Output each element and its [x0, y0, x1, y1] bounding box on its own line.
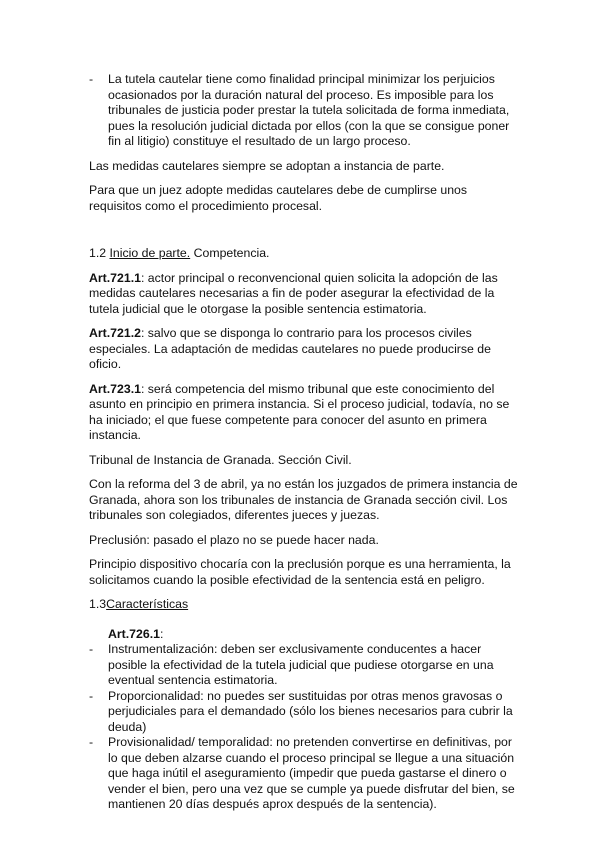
paragraph-tribunal: Tribunal de Instancia de Granada. Sección Civil.	[89, 452, 352, 467]
list-item	[89, 735, 519, 813]
article-723-1	[89, 382, 519, 444]
list-item	[89, 72, 519, 150]
article-label: Art.721.2	[89, 326, 141, 340]
section-heading-1-2	[89, 246, 519, 262]
article-text: : salvo que se disponga lo contrario para los procesos civiles especiales. La adaptación de medidas cautelares no puede producirse de oficio.	[89, 326, 491, 371]
bullet-text: Provisionalidad/ temporalidad: no pretenden convertirse en definitivas, por lo que deben alzarse cuando el proceso principal se llegue a una situación que haga inútil el aseguramiento (impedir que pueda gastarse el dinero o vender el bien, pero una vez que se cumple ya puede disfrutar del bien, se mantienen 20 días después aprox después de la sentencia).	[108, 735, 515, 811]
list-item	[89, 642, 519, 689]
bullet-dash: -	[89, 735, 94, 749]
paragraph-reforma: Con la reforma del 3 de abril, ya no están los juzgados de primera instancia de Granada, ahora son los tribunales de instancia de Granada sección civil. Los tribunales son colegiados, diferentes jueces y juezas.	[89, 477, 518, 522]
article-label: Art.726.1	[108, 626, 160, 641]
article-label: Art.721.1	[89, 270, 141, 285]
bullet-dash: -	[89, 688, 94, 703]
bullet-dash: -	[89, 642, 94, 656]
section-title-underlined: Inicio de parte.	[109, 246, 191, 260]
article-suffix: :	[159, 626, 164, 641]
section-heading-1-3	[89, 597, 519, 613]
bullet-dash: -	[89, 72, 94, 86]
article-726-1	[89, 627, 519, 643]
bullet-text: La tutela cautelar tiene como finalidad principal minimizar los perjuicios ocasionados por la duración natural del proceso. Es imposible para los tribunales de justicia poder prestar la tutela solicitada de forma inmediata, pues la resolución judicial dictada por ellos (con la que se consigue poner fin al litigio) constituye el resultado de un largo proceso.	[108, 72, 510, 148]
article-text: : actor principal o reconvencional quien solicita la adopción de las medidas cautelares necesarias a fin de poder asegurar la efectividad de la tutela judicial que le otorgase la posible sentencia estimatoria.	[89, 270, 498, 316]
bullet-text: Proporcionalidad: no puedes ser sustituidas por otras menos gravosas o perjudiciales para el demandado (sólo los bienes necesarios para cubrir la deuda)	[108, 688, 513, 734]
section-number: 1.3	[89, 597, 107, 611]
paragraph-dispositivo: Principio dispositivo chocaría con la preclusión porque es una herramienta, la solicitamos cuando la posible efectividad de la sentencia está en peligro.	[89, 557, 511, 587]
section-number: 1.2	[89, 246, 110, 260]
article-721-1	[89, 271, 519, 318]
section-title-underlined: Características	[106, 597, 189, 611]
paragraph-preclusion: Preclusión: pasado el plazo no se puede hacer nada.	[89, 532, 379, 547]
article-label: Art.723.1	[89, 381, 141, 396]
article-text: : será competencia del mismo tribunal que este conocimiento del asunto en principio en primera instancia. Si el proceso judicial, todavía, no se ha iniciado; el que fuese competente para conocer del asunto en primera instancia.	[89, 381, 510, 442]
article-721-2	[89, 326, 519, 373]
paragraph-instancia: Las medidas cautelares siempre se adoptan a instancia de parte.	[89, 158, 445, 173]
document-body	[89, 72, 519, 813]
section-title-rest: Competencia.	[190, 246, 270, 260]
bullet-text: Instrumentalización: deben ser exclusivamente conducentes a hacer posible la efectividad de la tutela judicial que pudiese otorgarse en una eventual sentencia estimatoria.	[108, 642, 494, 687]
paragraph-requisitos: Para que un juez adopte medidas cautelares debe de cumplirse unos requisitos como el procedimiento procesal.	[89, 183, 468, 213]
list-item	[89, 689, 519, 736]
